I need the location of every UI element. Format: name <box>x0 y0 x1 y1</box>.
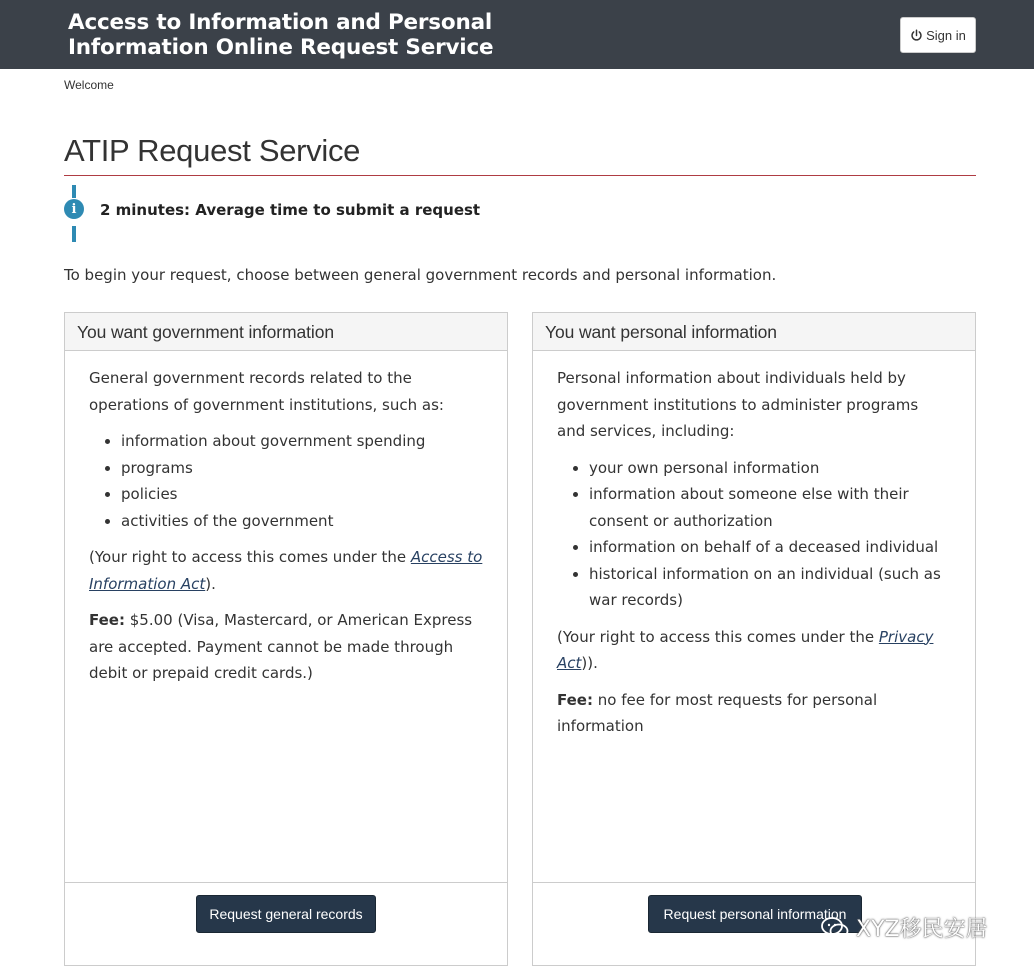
intro-text: To begin your request, choose between general government records and personal information. <box>64 266 777 284</box>
examples-list <box>89 428 483 534</box>
government-info-panel <box>64 312 508 966</box>
watermark <box>820 912 988 943</box>
panel-description: Personal information about individuals held by government institutions to administer programs and services, including: <box>557 369 919 440</box>
list-item: • your own personal information <box>589 455 951 482</box>
info-icon: i <box>64 199 84 219</box>
list-item: • programs <box>121 455 483 482</box>
fee-text: no fee for most requests for personal information <box>557 690 878 735</box>
request-general-records-button[interactable]: Request general records <box>196 895 376 933</box>
breadcrumb-current: Welcome <box>64 78 114 92</box>
list-item: • policies <box>121 481 483 508</box>
legal-basis <box>89 544 483 597</box>
legal-basis-prefix: (Your right to access this comes under the <box>557 627 879 646</box>
panel-heading: You want government information <box>65 313 507 351</box>
fee-label: Fee: <box>89 611 125 629</box>
legal-basis <box>557 624 951 677</box>
panel-heading: You want personal information <box>533 313 975 351</box>
privacy-act-link[interactable]: Privacy Act <box>557 627 934 672</box>
chat-bubbles-icon <box>820 915 850 941</box>
app-title-line1[interactable]: Access to Information and Personal <box>68 10 493 35</box>
request-personal-information-button[interactable]: Request personal information <box>648 895 862 933</box>
examples-list <box>557 455 951 614</box>
title-divider <box>64 175 976 176</box>
panel-body <box>65 351 507 687</box>
fee-text: $5.00 (Visa, Mastercard, or American Express are accepted. Payment cannot be made through debit or prepaid credit cards.) <box>89 611 473 682</box>
notice-text: 2 minutes: Average time to submit a request <box>100 201 481 219</box>
legal-basis-suffix: ). <box>205 574 216 593</box>
watermark-text: XYZ移民安居 <box>856 917 988 942</box>
list-item: • activities of the government <box>121 508 483 535</box>
access-to-information-act-link[interactable]: Access to Information Act <box>89 548 483 593</box>
list-item: • information about government spending <box>121 428 483 455</box>
personal-info-panel <box>532 312 976 966</box>
panel-body <box>533 351 975 740</box>
app-title[interactable] <box>68 10 548 60</box>
legal-basis-suffix: )). <box>581 654 598 672</box>
sign-in-button[interactable] <box>900 17 976 53</box>
list-item: • historical information on an individual (such as war records) <box>589 561 951 614</box>
legal-basis-prefix: (Your right to access this comes under the <box>89 548 411 566</box>
breadcrumb <box>64 78 114 92</box>
fee-label: Fee: <box>557 690 593 709</box>
power-icon <box>910 29 923 42</box>
fee-info <box>557 687 951 740</box>
sign-in-label: Sign in <box>926 27 966 43</box>
list-item: • information about someone else with their consent or authorization <box>589 481 951 534</box>
panel-footer <box>65 882 507 965</box>
fee-info <box>89 607 483 687</box>
page-title: ATIP Request Service <box>64 133 361 168</box>
app-title-line2[interactable]: Information Online Request Service <box>68 35 494 60</box>
site-header <box>0 0 1034 69</box>
list-item: • information on behalf of a deceased individual <box>589 534 951 561</box>
panel-description: General government records related to the operations of government institutions, such as: <box>89 369 444 414</box>
